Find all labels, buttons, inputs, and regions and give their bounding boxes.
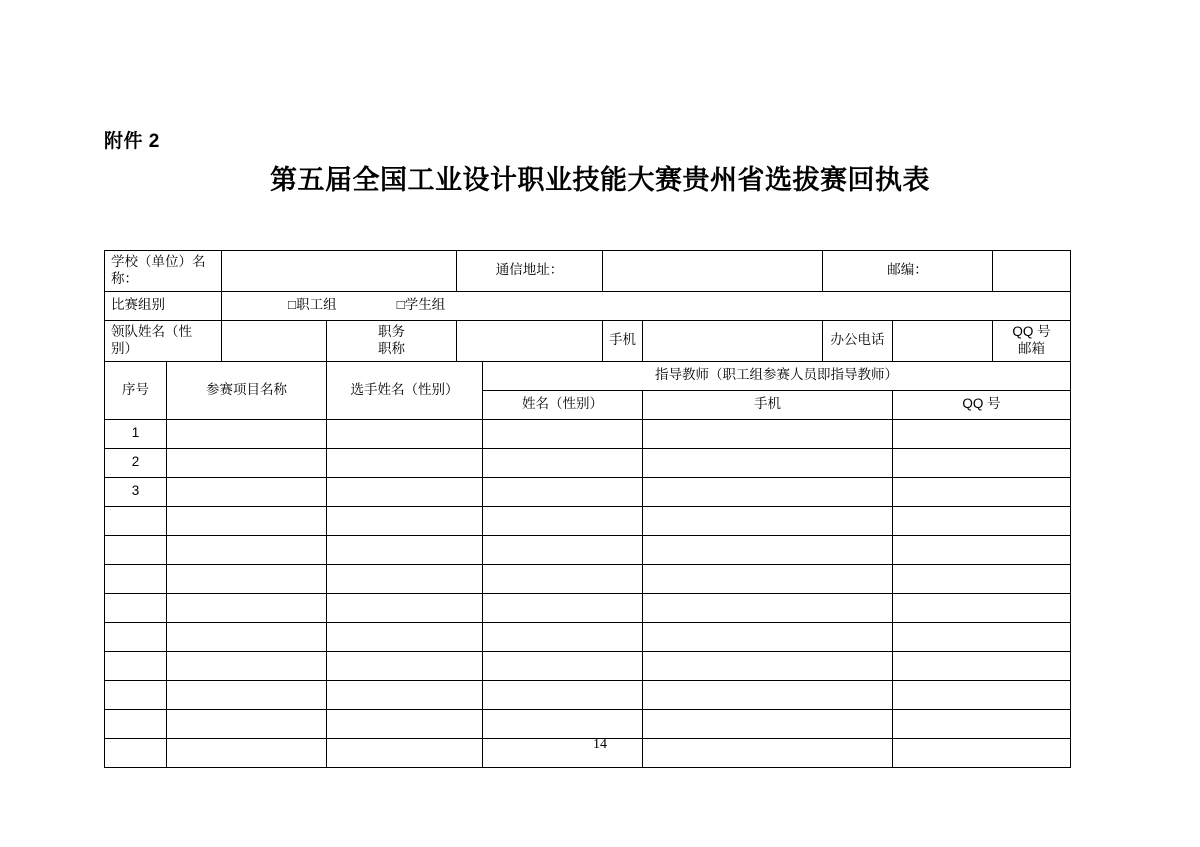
- leader-mobile-label: 手机: [603, 320, 643, 361]
- table-row-leader: [105, 320, 1071, 361]
- cell-instructor-name[interactable]: [483, 680, 643, 709]
- group-option-student[interactable]: □学生组: [396, 297, 446, 313]
- cell-player-name[interactable]: [327, 709, 483, 738]
- cell-index[interactable]: [105, 506, 167, 535]
- cell-instructor-name[interactable]: [483, 535, 643, 564]
- cell-project-name[interactable]: [167, 506, 327, 535]
- cell-index[interactable]: [105, 709, 167, 738]
- table-header-row-1: [105, 361, 1071, 390]
- cell-index[interactable]: [105, 564, 167, 593]
- cell-instructor-qq[interactable]: [893, 564, 1071, 593]
- cell-instructor-name[interactable]: [483, 419, 643, 448]
- cell-instructor-mobile[interactable]: [643, 477, 893, 506]
- cell-instructor-name[interactable]: [483, 651, 643, 680]
- leader-position-label: 职务 职称: [327, 320, 457, 361]
- cell-instructor-qq[interactable]: [893, 477, 1071, 506]
- group-label: 比赛组别: [105, 291, 222, 320]
- address-label: 通信地址：: [457, 251, 603, 292]
- cell-instructor-qq[interactable]: [893, 419, 1071, 448]
- cell-instructor-mobile[interactable]: [643, 622, 893, 651]
- cell-project-name[interactable]: [167, 622, 327, 651]
- leader-position-value[interactable]: [457, 320, 603, 361]
- cell-instructor-mobile[interactable]: [643, 419, 893, 448]
- postcode-label: 邮编：: [823, 251, 993, 292]
- cell-instructor-mobile[interactable]: [643, 593, 893, 622]
- cell-project-name[interactable]: [167, 680, 327, 709]
- cell-player-name[interactable]: [327, 564, 483, 593]
- cell-instructor-qq[interactable]: [893, 593, 1071, 622]
- cell-instructor-name[interactable]: [483, 622, 643, 651]
- table-row: [105, 651, 1071, 680]
- cell-project-name[interactable]: [167, 593, 327, 622]
- cell-instructor-name[interactable]: [483, 477, 643, 506]
- page-title: 第五届全国工业设计职业技能大赛贵州省选拔赛回执表: [270, 165, 930, 195]
- cell-instructor-qq[interactable]: [893, 535, 1071, 564]
- cell-instructor-mobile[interactable]: [643, 535, 893, 564]
- table-row: [105, 506, 1071, 535]
- cell-instructor-name[interactable]: [483, 506, 643, 535]
- cell-instructor-mobile[interactable]: [643, 564, 893, 593]
- cell-project-name[interactable]: [167, 419, 327, 448]
- leader-office-phone-value[interactable]: [893, 320, 993, 361]
- cell-instructor-qq[interactable]: [893, 651, 1071, 680]
- leader-qq-mail-label: QQ 号 邮箱: [993, 320, 1071, 361]
- table-row: [105, 564, 1071, 593]
- header-index: 序号: [105, 361, 167, 419]
- cell-project-name[interactable]: [167, 564, 327, 593]
- cell-instructor-qq[interactable]: [893, 709, 1071, 738]
- page-number: 14: [593, 737, 607, 752]
- table-row: [105, 622, 1071, 651]
- cell-project-name[interactable]: [167, 651, 327, 680]
- cell-index[interactable]: [105, 535, 167, 564]
- group-options-cell: [222, 291, 1071, 320]
- cell-instructor-mobile[interactable]: [643, 651, 893, 680]
- leader-mobile-value[interactable]: [643, 320, 823, 361]
- school-value[interactable]: [222, 251, 457, 292]
- cell-index[interactable]: [105, 651, 167, 680]
- table-row: [105, 593, 1071, 622]
- leader-name-value[interactable]: [222, 320, 327, 361]
- leader-name-label: 领队姓名（性 别）: [105, 320, 222, 361]
- school-label: 学校（单位）名称：: [105, 251, 222, 292]
- postcode-value[interactable]: [993, 251, 1071, 292]
- cell-player-name[interactable]: [327, 506, 483, 535]
- cell-instructor-qq[interactable]: [893, 506, 1071, 535]
- address-value[interactable]: [603, 251, 823, 292]
- table-row: [105, 709, 1071, 738]
- cell-instructor-mobile[interactable]: [643, 680, 893, 709]
- cell-project-name[interactable]: [167, 477, 327, 506]
- table-row: [105, 448, 1071, 477]
- cell-index[interactable]: [105, 680, 167, 709]
- table-row: [105, 419, 1071, 448]
- leader-office-phone-label: 办公电话: [823, 320, 893, 361]
- table-row-school: [105, 251, 1071, 292]
- header-instructor-mobile: 手机: [643, 390, 893, 419]
- cell-instructor-name[interactable]: [483, 564, 643, 593]
- cell-index[interactable]: [105, 622, 167, 651]
- cell-index[interactable]: 2: [105, 448, 167, 477]
- header-player-name: 选手姓名（性别）: [327, 361, 483, 419]
- cell-player-name[interactable]: [327, 535, 483, 564]
- table-row: [105, 477, 1071, 506]
- cell-instructor-name[interactable]: [483, 593, 643, 622]
- attachment-label: 附件 2: [104, 131, 160, 152]
- cell-instructor-mobile[interactable]: [643, 448, 893, 477]
- header-instructor-name: 姓名（性别）: [483, 390, 643, 419]
- cell-player-name[interactable]: [327, 448, 483, 477]
- cell-player-name[interactable]: [327, 622, 483, 651]
- table-row: [105, 680, 1071, 709]
- cell-player-name[interactable]: [327, 477, 483, 506]
- cell-project-name[interactable]: [167, 709, 327, 738]
- cell-project-name[interactable]: [167, 535, 327, 564]
- header-instructor-qq: QQ 号: [893, 390, 1071, 419]
- cell-instructor-qq[interactable]: [893, 680, 1071, 709]
- cell-index[interactable]: 3: [105, 477, 167, 506]
- cell-instructor-name[interactable]: [483, 709, 643, 738]
- cell-player-name[interactable]: [327, 651, 483, 680]
- table-row: [105, 535, 1071, 564]
- cell-index[interactable]: [105, 593, 167, 622]
- cell-instructor-qq[interactable]: [893, 448, 1071, 477]
- cell-project-name[interactable]: [167, 448, 327, 477]
- cell-instructor-mobile[interactable]: [643, 709, 893, 738]
- cell-instructor-qq[interactable]: [893, 622, 1071, 651]
- table-row-group: [105, 291, 1071, 320]
- cell-player-name[interactable]: [327, 419, 483, 448]
- group-option-staff[interactable]: □职工组: [288, 297, 337, 313]
- cell-instructor-name[interactable]: [483, 448, 643, 477]
- cell-player-name[interactable]: [327, 680, 483, 709]
- header-project-name: 参赛项目名称: [167, 361, 327, 419]
- receipt-form-table: [104, 250, 1071, 768]
- header-instructor-group: 指导教师（职工组参赛人员即指导教师）: [483, 361, 1071, 390]
- cell-player-name[interactable]: [327, 593, 483, 622]
- cell-index[interactable]: 1: [105, 419, 167, 448]
- cell-instructor-mobile[interactable]: [643, 506, 893, 535]
